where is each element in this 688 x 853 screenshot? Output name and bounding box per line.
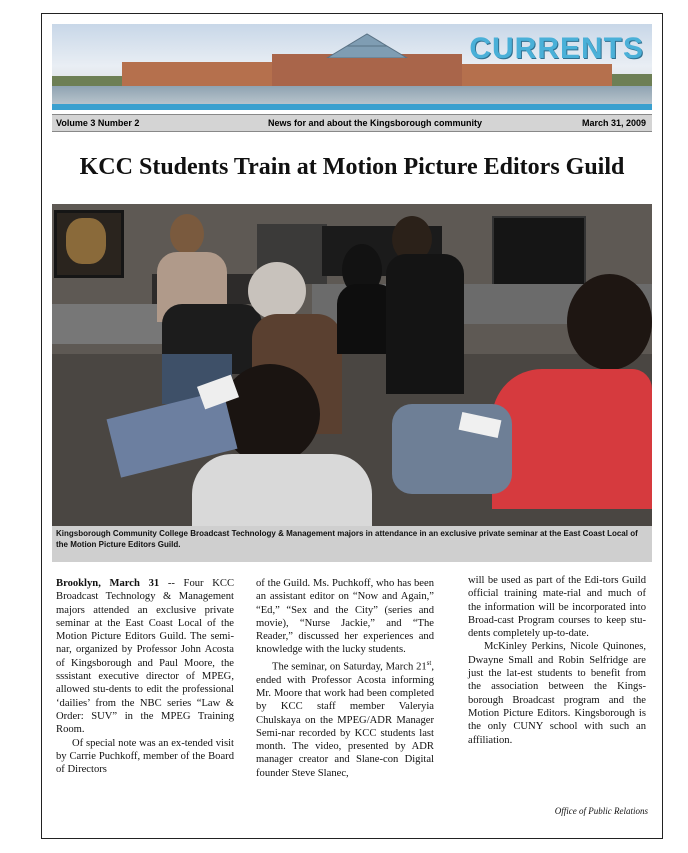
- photo-caption: Kingsborough Community College Broadcast Technology & Management majors in attendance in an exclusive private seminar at the East Coast Local of the Motion Picture Editors Guild.: [52, 526, 652, 562]
- student-standing-body: [386, 254, 464, 394]
- student-right-head: [567, 274, 652, 370]
- monitor-left-image: [66, 218, 106, 264]
- trees-left: [52, 76, 122, 86]
- glass-dome-icon: [322, 32, 412, 58]
- newsletter-page: [41, 13, 663, 839]
- article-column-2: [256, 577, 434, 780]
- col2-para-2-end: , ended with Professor Acosta informing Mr. Moore that work had been completed by KCC staff member Valeryia Chulskaya on the MPEG/ADR Manager Semi-nar recorded by KCC students last month. The video, presented by ADR manager creator and Slane-con Digital founder Steve Slanec,: [256, 661, 434, 779]
- masthead-blue-band: [52, 104, 652, 110]
- student-red-jacket: [492, 369, 652, 509]
- col1-para-1: -- Four KCC Broadcast Technology & Management majors attended an exclusive private seminar at the East Coast Local of the Motion Picture Editors Guild. The semi-nar, organized by Professor John Acosta of Kingsborough and Paul Moore, the sssistant executive director of MPEG, allowed stu-dents to edit the professional ‘dailies’ from the NBC series “Law & Order: SUV” in the MPEG Training Room.: [56, 578, 235, 736]
- col3-para-1: will be used as part of the Edi-tors Guild official training mate-rial and much of the information will be incorporated into Broad-cast Program courses to keep stu-dents completely up-to-date.: [468, 575, 646, 640]
- volume-number: Volume 3 Number 2: [56, 118, 140, 128]
- signoff: Office of Public Relations: [554, 806, 648, 816]
- col1-para-2: Of special note was an ex-tended visit by Carrie Puchkoff, member of the Board of Directors: [56, 737, 234, 776]
- col2-para-2-start: The seminar, on Saturday, March 21: [272, 661, 427, 673]
- article-column-3: [468, 574, 646, 747]
- student-gray-hair-head: [248, 262, 306, 320]
- trees-right: [612, 74, 652, 86]
- campus-building-left: [122, 62, 272, 86]
- masthead-water: [52, 86, 652, 104]
- desk-left: [52, 304, 162, 344]
- tagline: News for and about the Kingsborough community: [268, 118, 483, 128]
- article-photo: [52, 204, 652, 526]
- student-right-legs: [392, 404, 512, 494]
- article-column-1: [56, 577, 234, 776]
- issue-date: March 31, 2009: [581, 118, 646, 128]
- instructor-head: [170, 214, 204, 254]
- col2-para-2: [256, 657, 434, 780]
- dateline: Brooklyn, March 31: [56, 578, 160, 589]
- col2-para-1: of the Guild. Ms. Puchkoff, who has been an assistant editor on “Now and Again,” “Ed,” “Sex and the City” (series and movie), “Nurse Jackie,” and “The Reader,” discussed her experiences and knowledge with the lucky students.: [256, 578, 434, 656]
- masthead-banner: [52, 24, 652, 110]
- campus-building-main: [272, 54, 462, 86]
- col3-para-2: McKinley Perkins, Nicole Quinones, Dwayne Small and Robin Selfridge are just the lat-est students to benefit from the association between the Kings-borough Broadcast program and the Motion Picture Editors. Kingsborough is the only CUNY school with such an affiliation.: [468, 641, 646, 746]
- student-foreground-shirt: [192, 454, 372, 526]
- ordinal-suffix: st: [426, 658, 432, 667]
- issue-info-bar: [52, 114, 652, 132]
- article-headline: KCC Students Train at Motion Picture Editors Guild: [79, 154, 625, 180]
- currents-logo: CURRENTS: [469, 32, 644, 65]
- campus-building-right: [462, 64, 612, 86]
